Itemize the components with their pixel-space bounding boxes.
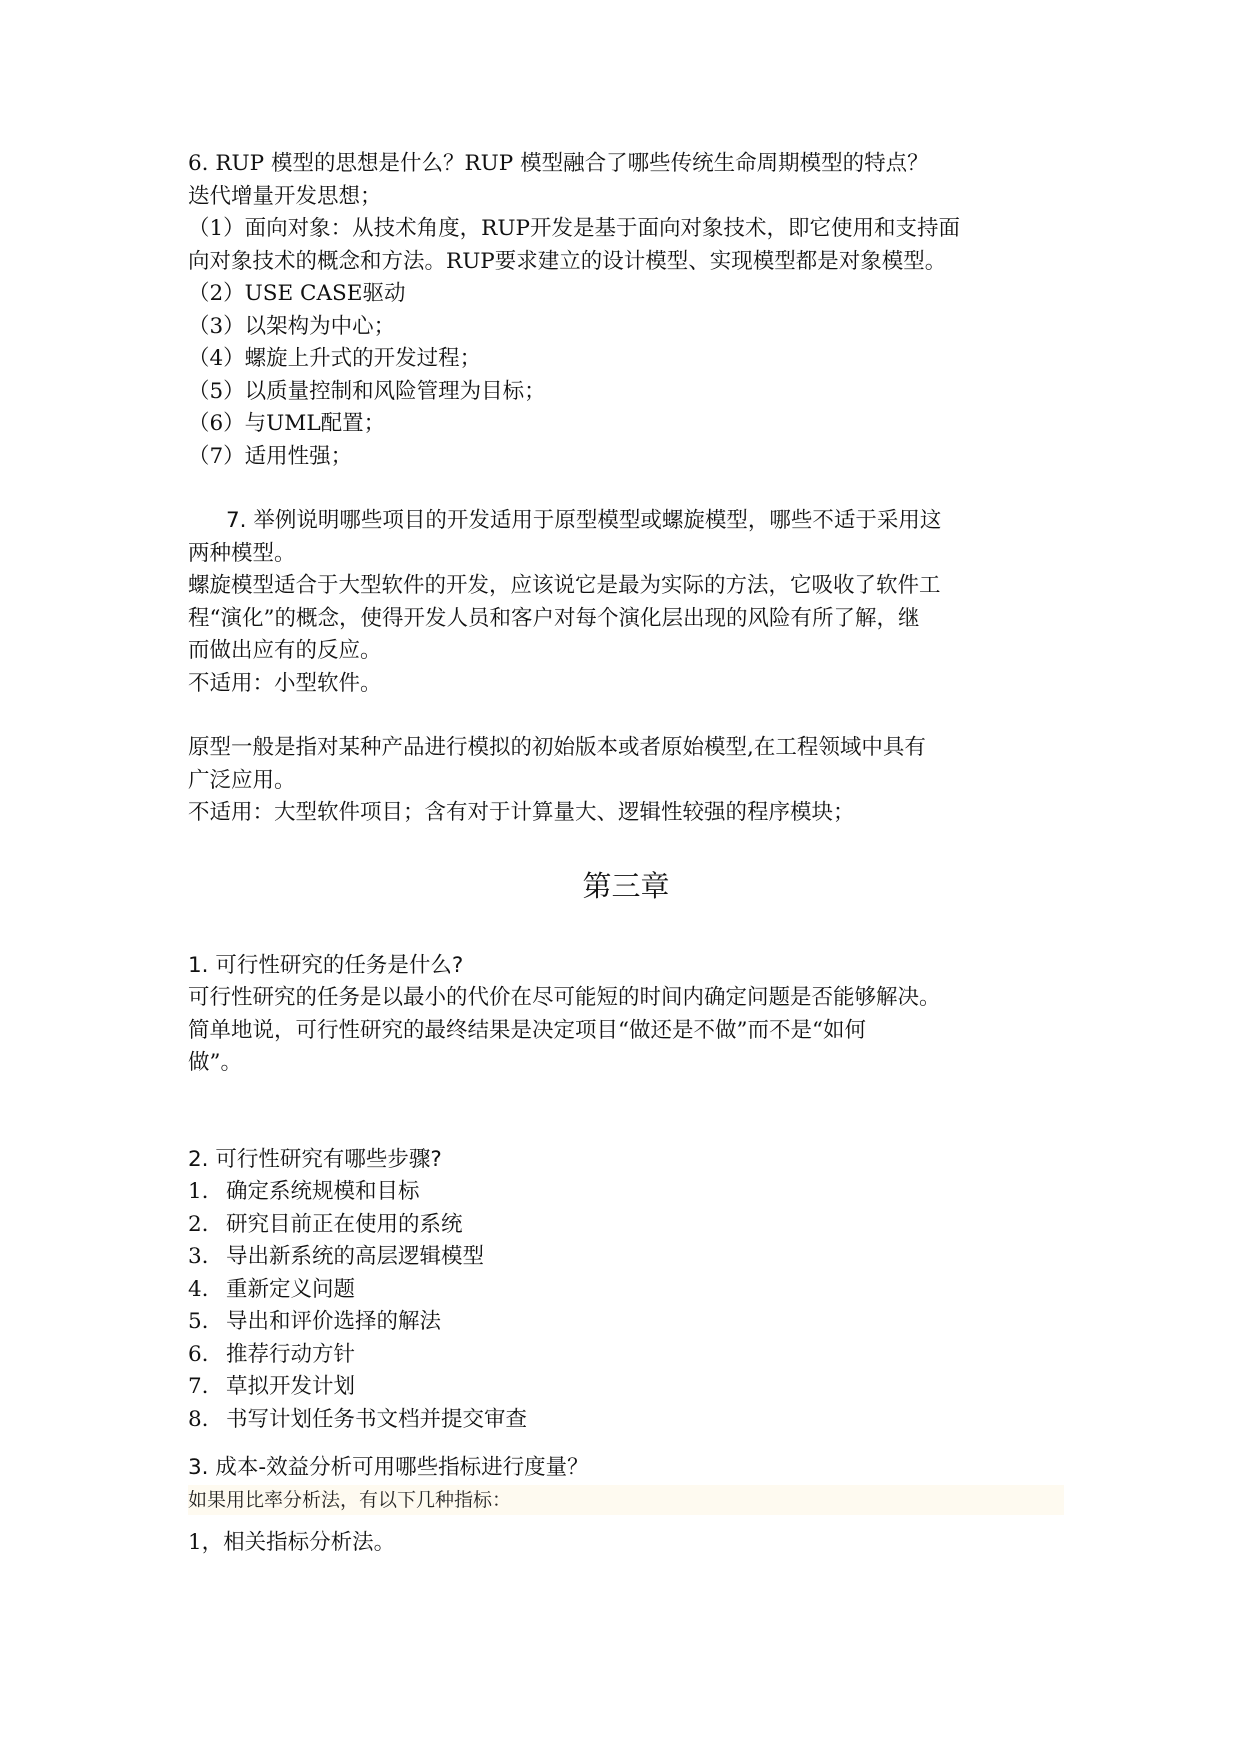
q3-title: 3. 成本-效益分析可用哪些指标进行度量？ xyxy=(188,1455,589,1480)
list-number: 4. xyxy=(188,1276,209,1302)
q1-title: 1. 可行性研究的任务是什么? xyxy=(188,952,464,978)
list-number: 1. xyxy=(188,1179,209,1204)
list-number: 5. xyxy=(188,1309,209,1334)
q6-title: 6. RUP 模型的思想是什么？RUP 模型融合了哪些传统生命周期模型的特点？ xyxy=(188,151,929,176)
list-text: 书写计划任务书文档并提交审查 xyxy=(226,1406,528,1432)
list-number: 2. xyxy=(188,1211,209,1237)
list-number: 3. xyxy=(188,1244,209,1269)
q6-line: （5）以质量控制和风险管理为目标； xyxy=(188,378,546,404)
q2-title: 2. 可行性研究有哪些步骤? xyxy=(188,1146,442,1172)
list-item xyxy=(188,1339,1064,1372)
q7-spiral-line: 而做出应有的反应。 xyxy=(188,638,382,663)
q1-line: 做”。 xyxy=(188,1050,242,1075)
q1-line: 简单地说，可行性研究的最终结果是决定项目“做还是不做”而不是“如何 xyxy=(188,1017,866,1043)
q7-spiral-line: 不适用：小型软件。 xyxy=(188,670,382,696)
q7-prototype-line: 原型一般是指对某种产品进行模拟的初始版本或者原始模型,在工程领域中具有 xyxy=(188,735,926,760)
list-text: 研究目前正在使用的系统 xyxy=(226,1211,463,1237)
list-number: 7. xyxy=(188,1374,209,1399)
q7-prototype-line: 广泛应用。 xyxy=(188,767,296,793)
q6-line: （2）USE CASE驱动 xyxy=(188,281,406,306)
q6-line: 向对象技术的概念和方法。RUP要求建立的设计模型、实现模型都是对象模型。 xyxy=(188,248,947,274)
q6-line: （1）面向对象：从技术角度，RUP开发是基于面向对象技术，即它使用和支持面 xyxy=(188,216,960,241)
list-number: 8. xyxy=(188,1406,209,1432)
q6-line: 迭代增量开发思想； xyxy=(188,183,382,209)
list-item xyxy=(188,1274,1064,1307)
list-item xyxy=(188,1176,1064,1209)
q1-line: 可行性研究的任务是以最小的代价在尽可能短的时间内确定问题是否能够解决。 xyxy=(188,985,941,1010)
q7-spiral-line: 程“演化”的概念，使得开发人员和客户对每个演化层出现的风险有所了解，继 xyxy=(188,605,920,631)
q3-highlight-line: 如果用比率分析法，有以下几种指标： xyxy=(188,1485,1064,1515)
list-text: 推荐行动方针 xyxy=(226,1341,356,1367)
q7-prototype-line: 不适用：大型软件项目；含有对于计算量大、逻辑性较强的程序模块； xyxy=(188,800,855,825)
list-text: 草拟开发计划 xyxy=(226,1374,356,1399)
q6-line: （6）与UML配置； xyxy=(188,411,386,436)
list-item xyxy=(188,1306,1064,1339)
list-item xyxy=(188,1404,1064,1437)
list-text: 导出新系统的高层逻辑模型 xyxy=(226,1244,485,1269)
list-item xyxy=(188,1209,1064,1242)
list-item xyxy=(188,1241,1064,1274)
list-number: 6. xyxy=(188,1341,209,1367)
list-item xyxy=(188,1371,1064,1404)
q7-title: 7. 举例说明哪些项目的开发适用于原型模型或螺旋模型，哪些不适于采用这 xyxy=(226,508,942,533)
q6-line: （7）适用性强； xyxy=(188,443,353,469)
list-text: 导出和评价选择的解法 xyxy=(226,1309,442,1334)
q7-title-cont: 两种模型。 xyxy=(188,540,296,566)
q7-spiral-line: 螺旋模型适合于大型软件的开发，应该说它是最为实际的方法，它吸收了软件工 xyxy=(188,573,941,598)
document-page xyxy=(188,148,1064,1559)
q6-line: （4）螺旋上升式的开发过程； xyxy=(188,346,482,371)
chapter-title: 第三章 xyxy=(582,868,670,903)
list-text: 确定系统规模和目标 xyxy=(226,1179,420,1204)
q3-item: 1，相关指标分析法。 xyxy=(188,1529,396,1555)
q6-line: （3）以架构为中心； xyxy=(188,313,396,339)
list-text: 重新定义问题 xyxy=(226,1276,356,1302)
